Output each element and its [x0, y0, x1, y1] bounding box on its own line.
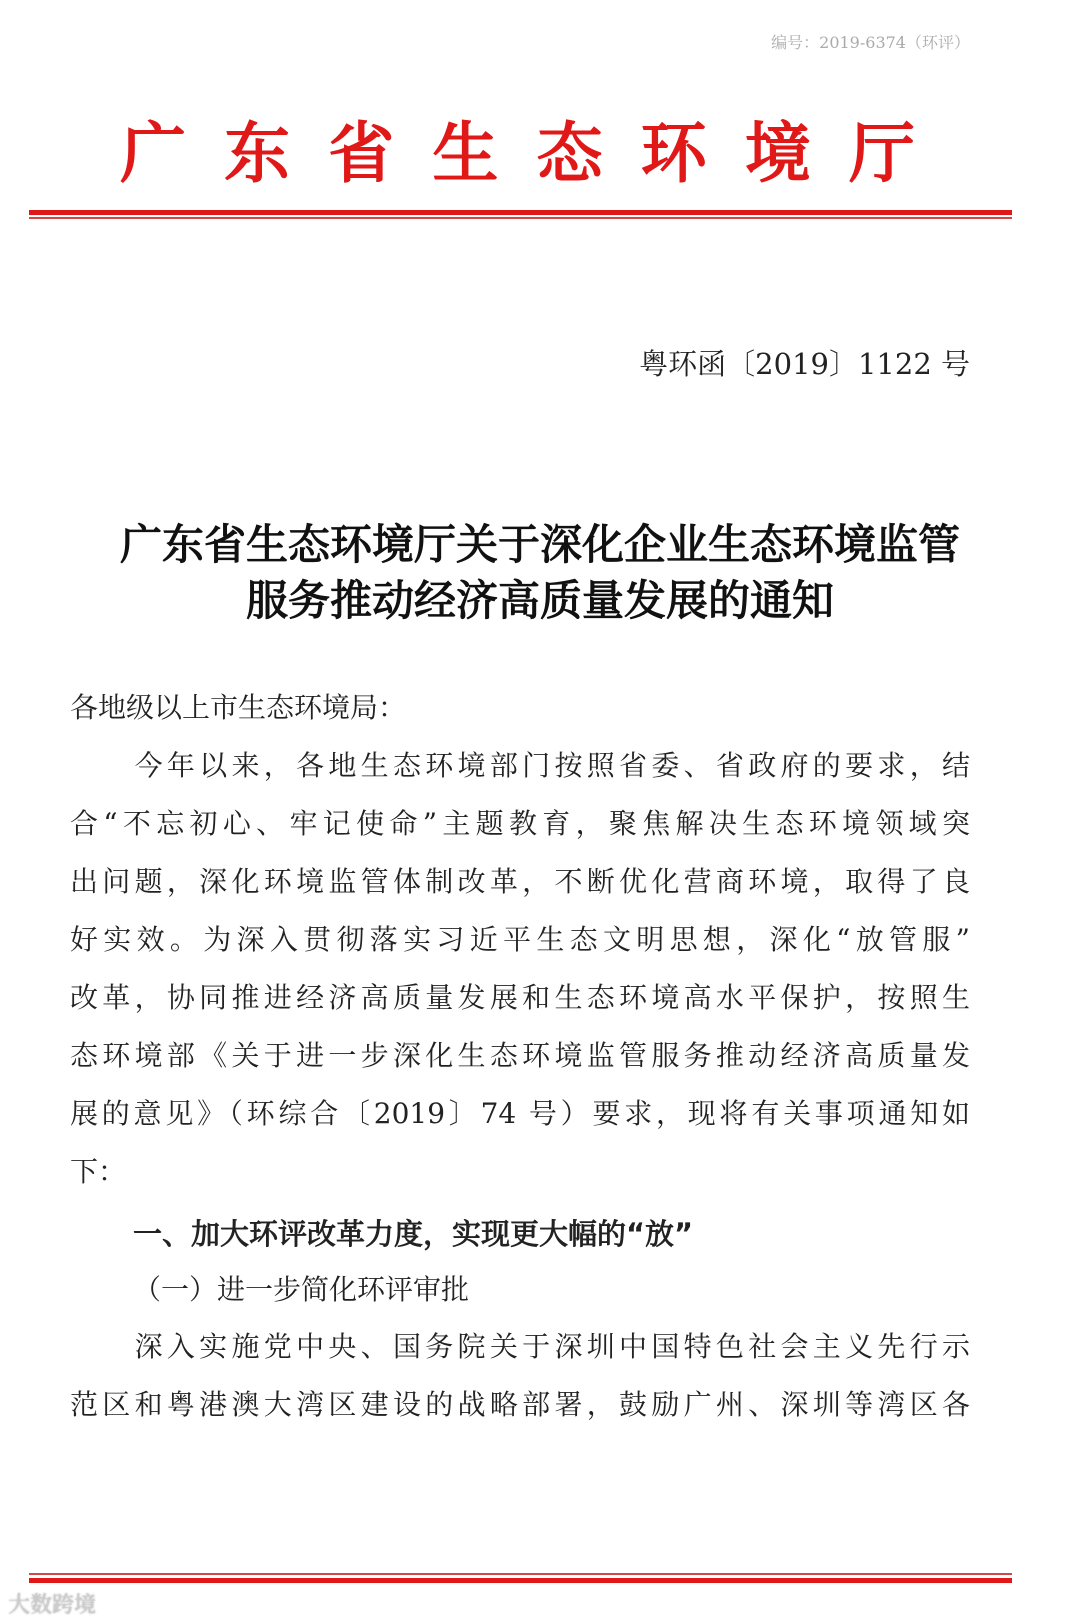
masthead-char: 环 [640, 114, 707, 192]
masthead-char: 省 [328, 114, 395, 192]
masthead-char: 态 [536, 114, 603, 192]
serial-number: 编号：2019-6374（环评） [771, 33, 970, 52]
header-rule-thin [29, 217, 1012, 219]
masthead-char: 东 [224, 114, 291, 192]
body-line: 态环境部《关于进一步深化生态环境监管服务推动经济高质量发 [70, 1039, 970, 1072]
body-line: 出问题，深化环境监管体制改革，不断优化营商环境，取得了良 [70, 865, 970, 898]
document-title-line: 服务推动经济高质量发展的通知 [245, 576, 834, 625]
watermark: 大数跨境 [8, 1593, 97, 1618]
body-line: 改革，协同推进经济高质量发展和生态环境高水平保护，按照生 [70, 981, 970, 1014]
body-line: 展的意见》（环综合〔2019〕74 号）要求，现将有关事项通知如 [70, 1097, 970, 1130]
body-line: 今年以来，各地生态环境部门按照省委、省政府的要求，结 [70, 749, 970, 782]
masthead-char: 境 [744, 114, 811, 192]
masthead-char: 生 [432, 114, 499, 192]
masthead [120, 100, 915, 195]
footer-rule-thick [29, 1578, 1012, 1583]
body-line: 下： [70, 1155, 127, 1188]
footer-rule-thin [29, 1573, 1012, 1575]
body-line: 深入实施党中央、国务院关于深圳中国特色社会主义先行示 [70, 1330, 970, 1363]
document-title-line: 广东省生态环境厅关于深化企业生态环境监管 [119, 520, 960, 569]
document-number: 粤环函〔2019〕1122 号 [639, 347, 970, 381]
header-rule-thick [29, 210, 1012, 215]
body-line: 好实效。为深入贯彻落实习近平生态文明思想，深化“放管服” [70, 923, 970, 956]
body-line: 合“不忘初心、牢记使命”主题教育，聚焦解决生态环境领域突 [70, 807, 970, 840]
body-line: 范区和粤港澳大湾区建设的战略部署，鼓励广州、深圳等湾区各 [70, 1388, 970, 1421]
masthead-char: 厅 [848, 114, 915, 192]
addressee: 各地级以上市生态环境局： [70, 691, 407, 724]
masthead-char: 广 [120, 114, 186, 192]
subsection-heading: （一）进一步简化环评审批 [133, 1273, 470, 1306]
section-heading: 一、加大环评改革力度，实现更大幅的“放” [133, 1217, 694, 1251]
